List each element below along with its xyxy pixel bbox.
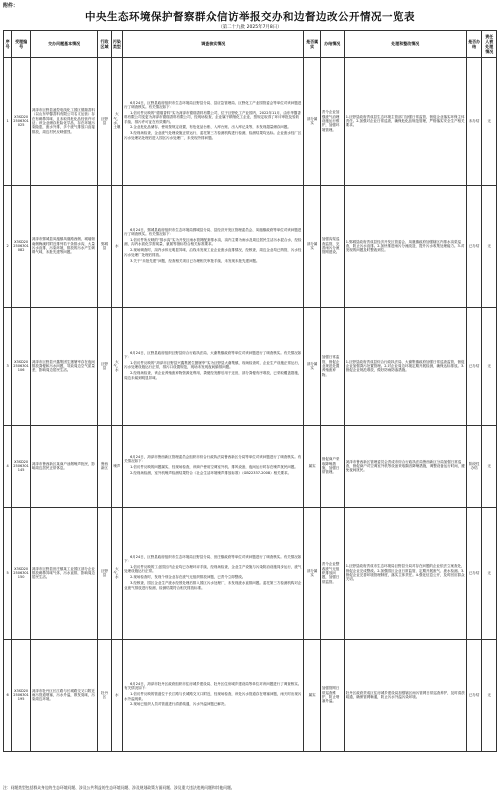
- row-done-status: 阶段性办结: [466, 425, 482, 507]
- row-type: 大气、水: [111, 507, 122, 639]
- row-case-id: X3SD202506301150: [12, 507, 31, 639]
- row-done-status: 未办结: [466, 57, 482, 185]
- header-done: 是否办结: [466, 31, 482, 58]
- header-conclusion: 办结情况: [320, 31, 344, 58]
- row-investigation: [123, 185, 304, 307]
- row-conclusion: 加强管网日常巡查维护，防止堵塞外溢。: [320, 639, 344, 751]
- investigation-paragraph: 3.经核查，园区企业生产废水经预处理后排入园区污水处理厂，未发现废水直排问题。委托第三方检测机构对企业废气排放进行检测，检测结果符合相关排放标准。: [124, 581, 302, 590]
- row-true-status: 属实: [304, 425, 321, 507]
- row-area: 牡丹区: [98, 639, 111, 751]
- header-punish: 责任人被处理情况: [482, 31, 497, 58]
- row-number: 2: [4, 185, 12, 307]
- investigation-paragraph: 6月24日，巨野县政府组织市生态环境局巨野县分局、县应急管理局、巨野化工产业园管委会等单位对该问题进行了调查核实。有关情况如下：: [124, 100, 302, 109]
- row-area: 鄄城县: [98, 185, 111, 307]
- investigation-paragraph: 3.经现场检查，企业废气处理设施正常运行，委托第三方检测机构进行检测，检测结果均达标。企业废水经厂区污水处理站处理后进入园区污水处理厂，未发现外排问题。: [124, 131, 302, 140]
- investigation-paragraph: 6月24日，菏泽市鲁西新区管理委员会组织市综合行政执法局鲁西新区分局等单位对该问题进行了调查核实。有关情况如下：: [124, 455, 302, 464]
- header-investigation: 调查核实情况: [123, 31, 304, 58]
- header-true: 是否属实: [304, 31, 321, 58]
- row-area: 巨野县: [98, 57, 111, 185]
- investigation-paragraph: 6月24日，鄄城县政府组织市生态环境局鄄城县分局、县经济开发区管理委员会、凤凰镇政府等单位对该问题进行了调查核实。有关情况如下：: [124, 227, 302, 237]
- petition-table: [3, 30, 497, 752]
- row-number: 3: [4, 307, 12, 425]
- investigation-paragraph: 6月24日，菏泽市牡丹区政府组织市住房城乡建设局、牡丹区住房城乡建设局等单位对该问题进行了调查核实。有关情况如下：: [124, 681, 302, 691]
- row-area: 巨野县: [98, 307, 111, 425]
- row-investigation: [123, 307, 304, 425]
- row-punishment: 无: [482, 639, 497, 751]
- row-problem: 菏泽市鲁西新区某商户油烟噪声扰民，影响周边居民正常休息。: [30, 425, 97, 507]
- investigation-paragraph: 6月24日，巨野县政府组织市生态环境局巨野县分局、田庄镇政府等单位对该问题进行了调查核实。有关情况如下：: [124, 554, 302, 564]
- row-done-status: 已办结: [466, 185, 482, 307]
- row-area: 鲁西新区: [98, 425, 111, 507]
- row-problem: 菏泽市巨野县田庄镇某工业园区部分企业排放刺鼻异味气体，污水直排，影响周边居民生活。: [30, 507, 97, 639]
- row-measures: 菏泽市鲁西新区管理委员会责成市综合行政执法局鲁西新区分局加强日常巡查，督促商户对空调室外机等设备采取隔音降噪措施，调整设备运行时间，避免夜间扰民。: [344, 425, 466, 507]
- row-conclusion: 加强沟渠巡查监管，完善雨污分流管网建设。: [320, 185, 344, 307]
- header-type: 污染类型: [111, 31, 122, 58]
- row-conclusion: 责令企业整改废气无组织排放问题，加强日常监管。: [320, 507, 344, 639]
- row-investigation: [123, 507, 304, 639]
- row-problem: 菏泽市巨野县兴鑫集团生猪屠宰存在夜间排放粪便和污水问题，导致周边空气质量差，影响周边居民生活。: [30, 307, 97, 425]
- row-case-id: X3SD202506301195: [12, 639, 31, 751]
- investigation-paragraph: 2.企业危化品储存、使用按规定设置，有危化品台账、入库台账、出入库记录等，未发现超量储存问题。: [130, 125, 291, 130]
- page-subtitle: （第二十九批 2025年7月8日）: [218, 25, 282, 30]
- row-true-status: 部分属实: [304, 307, 321, 425]
- row-area: 巨野县: [98, 507, 111, 639]
- header-measures: 处理和整改情况: [344, 31, 466, 58]
- row-conclusion: 责令企业加强废气治理设施运行维护，加强环境管理。: [320, 57, 344, 185]
- header-id: 受理编号: [12, 31, 31, 58]
- row-number: 4: [4, 425, 12, 507]
- investigation-paragraph: 2.经现场检查，该企业养殖废弃物资源化利用，粪便经发酵后用于还田，部分粪便有序堆放，已采取覆盖措施，周边未闻到明显异味。: [124, 371, 302, 380]
- row-done-status: 已办结: [466, 507, 482, 639]
- row-punishment: 无: [482, 57, 497, 185]
- table-row: [4, 639, 497, 751]
- investigation-paragraph: 6月24日，巨野县政府组织巨野县综合行政执法局、大谢集镇政府等单位对该问题进行了调查核实。有关情况如下：: [124, 350, 302, 360]
- page-title: 中央生态环境保护督察群众信访举报交办和边督边改公开情况一览表: [85, 11, 415, 23]
- table-row: [4, 507, 497, 639]
- row-measures: 1.巨野县政府责成县综合行政执法局、大谢集镇政府加强日常巡查监管，督促企业加强粪污处置管理。2.对企业周边环境定期开展检测，确保达标排放。3.督促企业规范堆放，做好防雨防渗措施。: [344, 307, 466, 425]
- row-problem: 菏泽市牡丹区长江路与长城路交叉口附近雨污管道堵塞，污水外溢，散发臭味，污染周边环境。: [30, 639, 97, 751]
- row-conclusion: 督促商户采取降噪措施，加强日常管理。: [320, 425, 344, 507]
- row-type: 水: [111, 185, 122, 307]
- investigation-paragraph: 3.关于“未批先建”问题，经查相关项目已办理相关审批手续，未发现未批先建问题。: [130, 258, 260, 263]
- row-type: 大气、水: [111, 307, 122, 425]
- row-case-id: X3SD202506301145: [12, 425, 31, 507]
- table-header-row: [4, 31, 497, 58]
- table-row: [4, 307, 497, 425]
- header-no: 序号: [4, 31, 12, 58]
- row-true-status: 属实: [304, 639, 321, 751]
- row-type: 大气、水、土壤: [111, 57, 122, 185]
- investigation-paragraph: 2.现场检查时，发现个别企业存在废气无组织排放问题，已责令立即整改。: [130, 575, 246, 580]
- attachment-label: 附件：: [3, 3, 19, 9]
- investigation-paragraph: 2.现场调查时，沟内水体无明显异味，沿线未发现工业企业废水直排情况，经核查，周边企业均已纳管，污水经污水处理厂处理后排放。: [124, 248, 302, 257]
- row-measures: 1.巨野县政府责成市生态环境局巨野县分局对存在问题的企业依法立案查处，督促企业完成整改。2.加强园区企业日常监管，定期开展废气、废水检测。3.督促企业完善环境管理制度，落实主体责任。4.强化信息公开，及时回应群众关切。: [344, 507, 466, 639]
- investigation-paragraph: 1.信访件反映的工业园区内企业均已办理环评手续，经现场检查，企业生产设施与污染防治设施同步运行，废气处理设施运行正常。: [124, 565, 302, 574]
- row-type: 噪声: [111, 425, 122, 507]
- table-row: [4, 185, 497, 307]
- row-problem: 菏泽市巨野县凌控电线化工园区德瑞香料（以山东华馨香料有限公司名义运营）存在有刺鼻异味，且未取得危化品经营许可证；该企业储存危险化学品，存在环境污染隐患，废水外排，多个废气排放口直接排放，周边村民反映强烈。: [30, 57, 97, 185]
- table-row: [4, 425, 497, 507]
- investigation-paragraph: 1.信访件反映的“德瑞香料”实为菏泽市德瑞香料有限公司，位于巨野化工产业园内，2022年11月，由东华馨香料有限公司变更为菏泽市德瑞香料有限公司，经现场检查，企业属于精细化工企业，按规定取得了环评审批及验收手续，排污许可证在有效期内。: [124, 110, 301, 124]
- row-number: 5: [4, 507, 12, 639]
- row-true-status: 部分属实: [304, 57, 321, 185]
- investigation-paragraph: 2.经现场检测，室外机噪声检测结果符合《社会生活环境噪声排放标准》（GB22337-2008）相关要求。: [130, 471, 292, 476]
- header-area: 行政区域: [98, 31, 111, 58]
- row-true-status: 部分属实: [304, 185, 321, 307]
- investigation-paragraph: 1.信访件反映的“菏泽市巨野县兴鑫集团生猪屠宰”实为巨野县大谢集镇，现场检查时，企业生产设施正常运行，污水处理设施运行正常，排污口设置规范，现场未发现夜间偷排问题。: [124, 360, 302, 370]
- row-case-id: X3SD202506301082: [12, 185, 31, 307]
- row-problem: 菏泽市鄄城县凤凰镇凤凰路西侧、城墙街南侧梅溪村附近排列若干条排水沟，大量污水直排，污染环境，排放的污水产生刺鼻气味，未批先建等问题。: [30, 185, 97, 307]
- row-conclusion: 加强日常监管，督促企业规范处置养殖废弃物。: [320, 307, 344, 425]
- row-punishment: 无: [482, 307, 497, 425]
- row-investigation: [123, 57, 304, 185]
- table-row: [4, 57, 497, 185]
- row-investigation: [123, 425, 304, 507]
- row-true-status: 部分属实: [304, 507, 321, 639]
- row-number: 1: [4, 57, 12, 185]
- row-punishment: 无: [482, 185, 497, 307]
- row-case-id: X3SD202506301106: [12, 307, 31, 425]
- row-case-id: X3SD202506301025: [12, 57, 31, 185]
- header-problem: 交办问题基本情况: [30, 31, 97, 58]
- footnote: 注：问题类型包括群众身边的生态环境问题、涉及公共利益的生态环境问题、涉及规划政策方面问题、涉及重大违法违规问题和其他问题。: [3, 785, 235, 790]
- row-done-status: 已办结: [466, 307, 482, 425]
- row-done-status: 已办结: [466, 639, 482, 751]
- investigation-paragraph: 1.信访件反映的管道位于长江路与长城路交叉口附近，经现场检查，该处污水管道存在堵塞问题，雨天时出现污水外溢现象。: [124, 692, 302, 701]
- row-punishment: 无: [482, 507, 497, 639]
- row-number: 6: [4, 639, 12, 751]
- row-investigation: [123, 639, 304, 751]
- investigation-paragraph: 1.信访件所反映的“排水沟”实为开发区雨水管网配套排水沟，沟内主要为雨水及周边居民生活污水混合水，经检测，沟内水质化学需氧量、氨氮等指标符合相关标准要求。: [124, 238, 302, 247]
- row-measures: 1.鄄城县政府责成县经济开发区管委会、凤凰镇政府加强辖区内排水沟渠巡查，防止污水直排。2.加快推进雨污分流改造，提升污水收集处理能力。3.对发现的问题及时整改到位。: [344, 185, 466, 307]
- investigation-paragraph: 1.信访件反映的问题属实，经现场检查，该商户使用空调室外机、排风设备，夜间运行时存在噪声扰民问题。: [130, 465, 298, 470]
- row-measures: 1.巨野县政府责成县生态环境主管部门加强日常监管，督促企业落实环保主体责任。2.加强对企业日常巡查，确保危化品规范管理，严格落实安全生产相关要求。: [344, 57, 466, 185]
- row-type: 水: [111, 639, 122, 751]
- row-measures: 牡丹区政府责成区住房城乡建设局加强辖区雨污管网日常巡查养护，及时清淤疏通，确保管网畅通，防止污水外溢污染环境。: [344, 639, 466, 751]
- row-punishment: 无: [482, 425, 497, 507]
- investigation-paragraph: 2.现场已组织人员对管道进行清淤疏通，污水外溢问题已解决。: [130, 702, 228, 707]
